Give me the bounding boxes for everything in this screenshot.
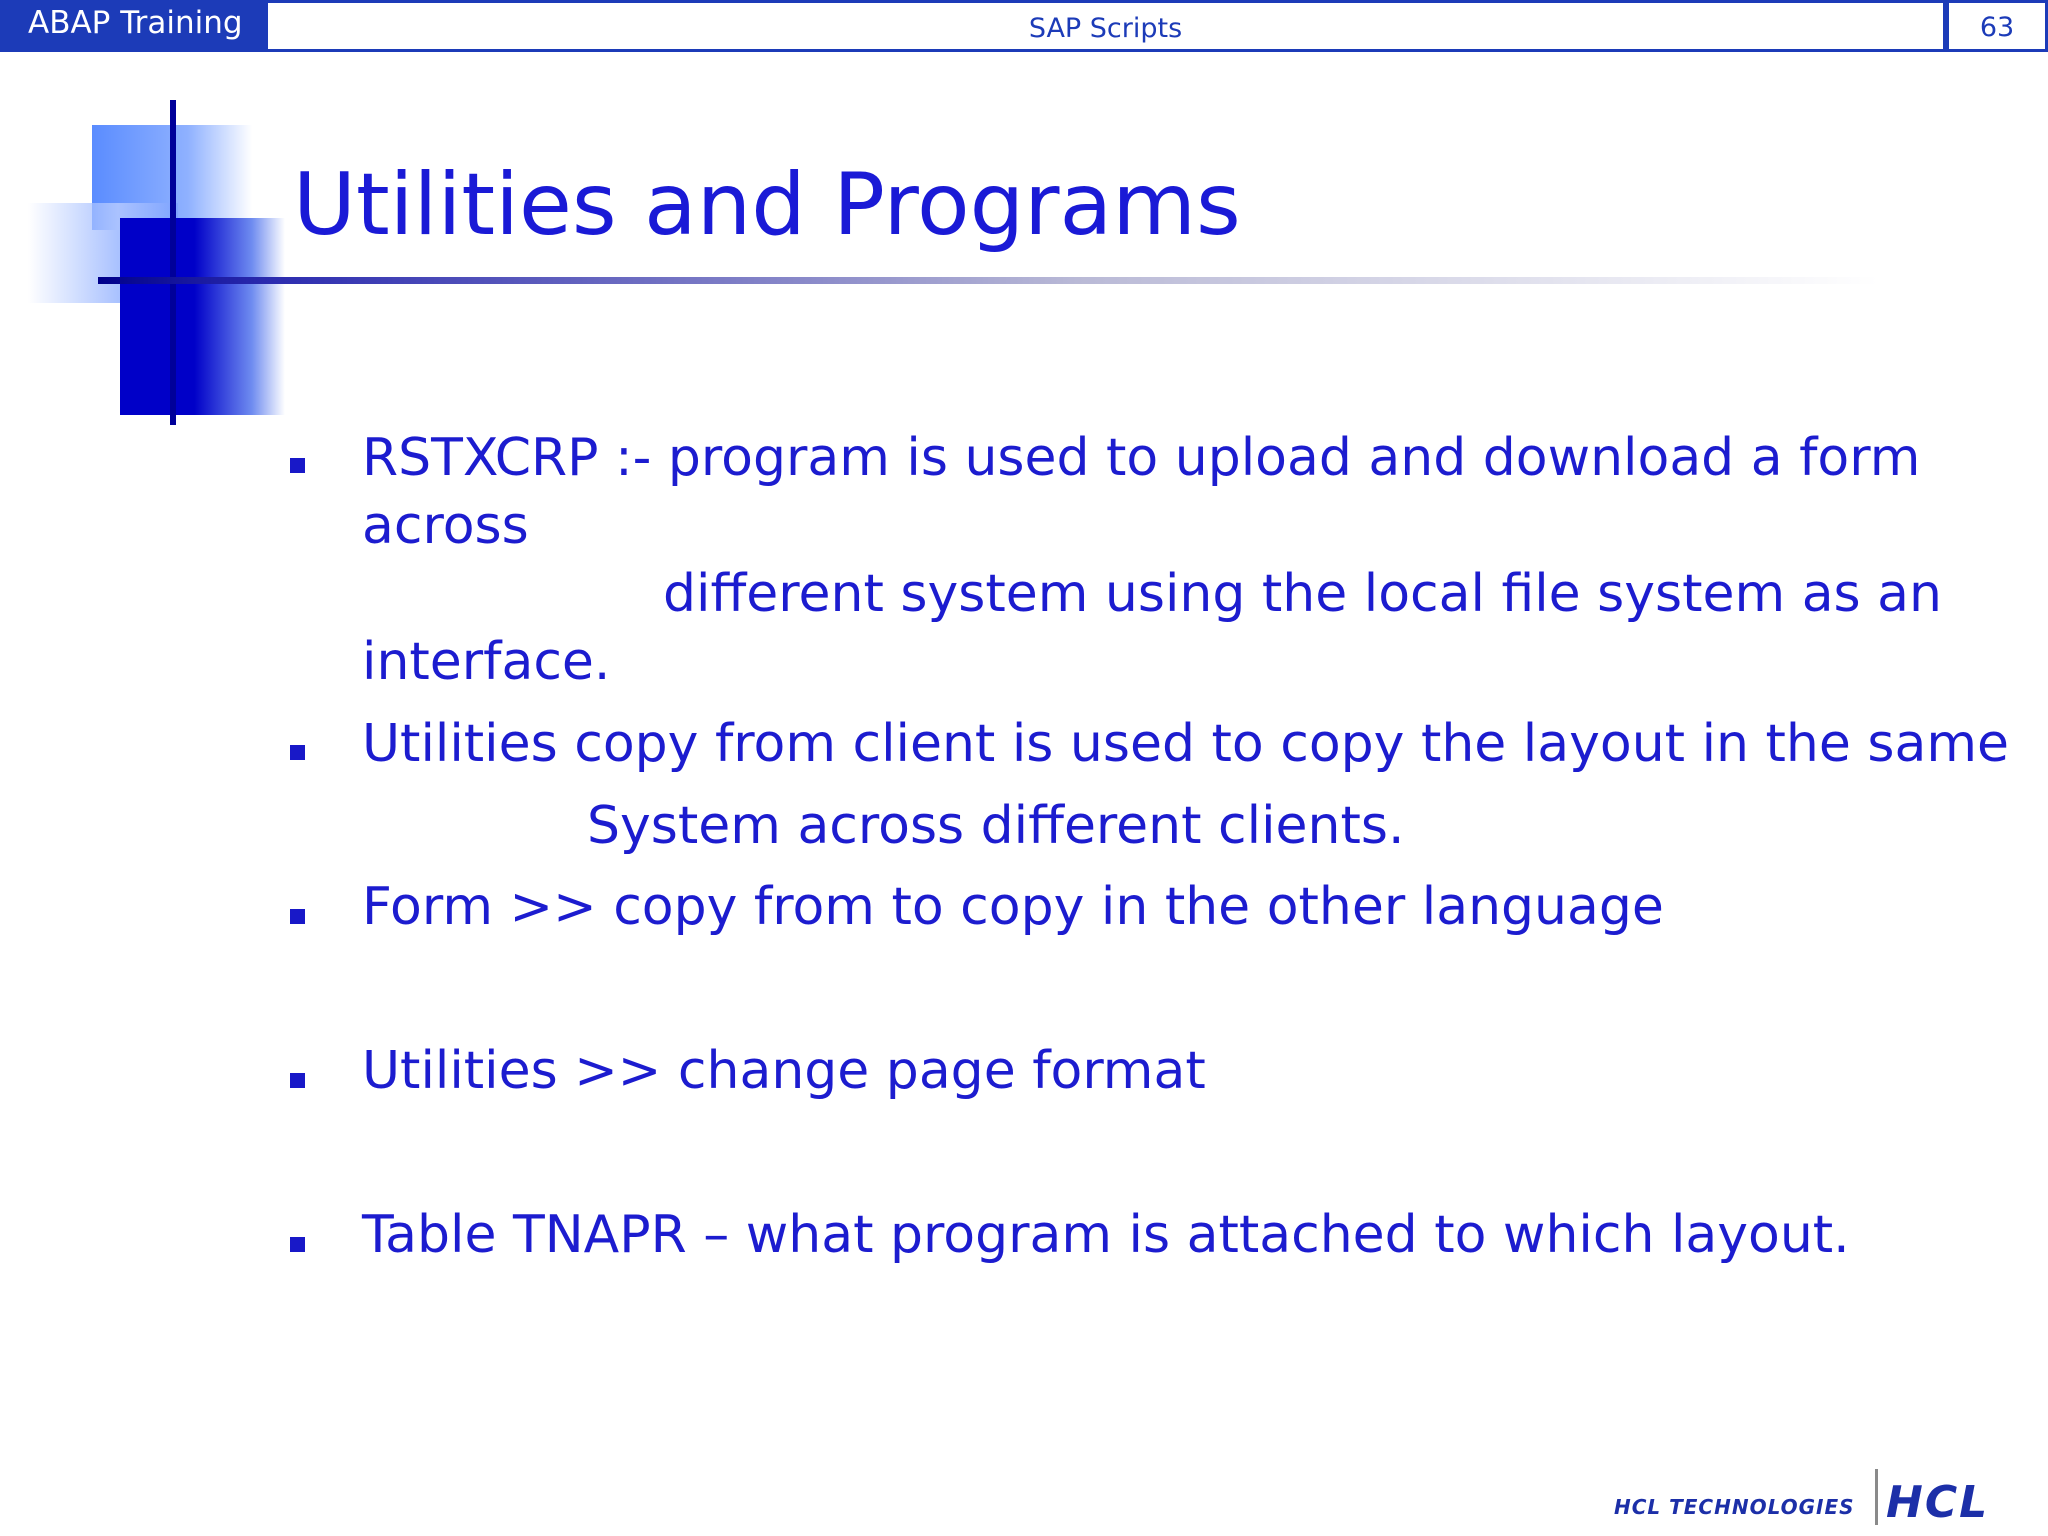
bullet-marker: [290, 745, 305, 760]
bullet-marker: [290, 909, 305, 924]
bullet-1-line-4: interface.: [362, 632, 611, 692]
bullet-marker: [290, 1237, 305, 1252]
decor-square-dark: [120, 218, 285, 415]
logo-mark: HCL: [1886, 1477, 1990, 1528]
bullet-2-line-1: Utilities copy from client is used to copy the layout in the same: [362, 714, 2009, 774]
logo-text: HCL TECHNOLOGIES: [1614, 1495, 1855, 1519]
decor-vertical-line: [170, 100, 176, 425]
slide-title: Utilities and Programs: [293, 155, 1241, 255]
bullet-1-line-1: RSTXCRP :- program is used to upload and download a form: [362, 428, 1921, 488]
topic-label: SAP Scripts: [268, 0, 1946, 52]
bullet-4-line-1: Utilities >> change page format: [362, 1041, 1206, 1101]
bullet-5-line-1: Table TNAPR – what program is attached to which layout.: [362, 1205, 1850, 1265]
header-bar: [0, 0, 2048, 52]
bullet-1-line-2: across: [362, 496, 529, 556]
page-number: 63: [1946, 0, 2048, 52]
hcl-logo: [1610, 1465, 2030, 1528]
bullet-marker: [290, 458, 305, 473]
course-label: ABAP Training: [0, 0, 268, 52]
bullet-1-line-3: different system using the local file system as an: [663, 564, 1943, 624]
bullet-2-line-2: System across different clients.: [587, 796, 1405, 856]
title-underline: [98, 277, 1878, 284]
bullet-3-line-1: Form >> copy from to copy in the other language: [362, 877, 1664, 937]
logo-separator: [1875, 1469, 1878, 1525]
title-decoration: [0, 90, 300, 350]
bullet-marker: [290, 1073, 305, 1088]
